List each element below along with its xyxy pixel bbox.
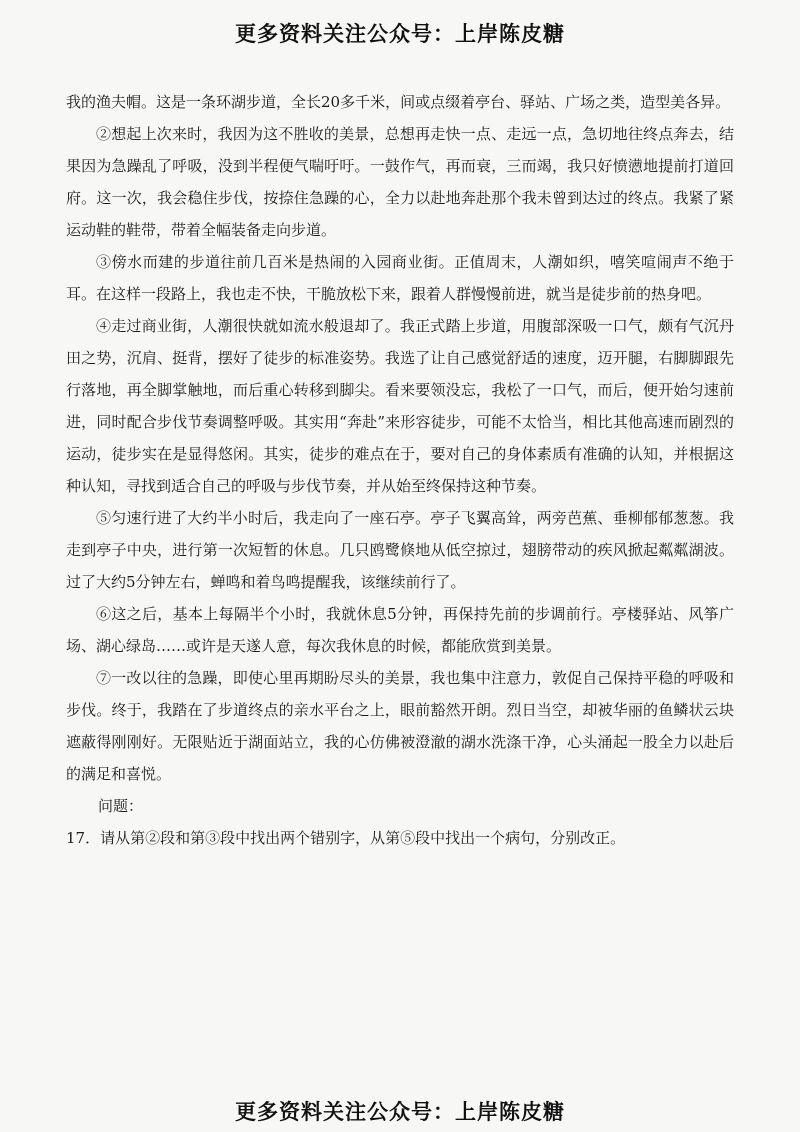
paragraph-2: ②想起上次来时，我因为这不胜收的美景，总想再走快一点、走远一点，急切地往终点奔去，结果因为急躁乱了呼吸，没到半程便气喘吁吁。一鼓作气，再而衰，三而竭，我只好愤懑地提前打道回府。这一次，我会稳住步伐，按捺住急躁的心，全力以赴地奔赴那个我未曾到达过的终点。我紧了紧运动鞋的鞋带，带着全幅装备走向步道。 — [66, 125, 734, 239]
page-header-watermark: 更多资料关注公众号：上岸陈皮糖 — [235, 22, 565, 46]
paragraph-7: ⑦一改以往的急躁，即使心里再期盼尽头的美景，我也集中注意力，敦促自己保持平稳的呼吸和步伐。终于，我踏在了步道终点的亲水平台之上，眼前豁然开朗。烈日当空，却被华丽的鱼鳞状云块遮蔽得刚刚好。无限贴近于湖面站立，我的心仿佛被澄澈的湖水洗涤干净，心头涌起一股全力以赴后的满足和喜悦。 — [66, 669, 734, 783]
question-17: 17．请从第②段和第③段中找出两个错别字，从第⑤段中找出一个病句，分别改正。 — [66, 829, 626, 847]
paragraph-1-continued: 我的渔夫帽。这是一条环湖步道，全长20多千米，间或点缀着亭台、驿站、广场之类，造型美各异。 — [66, 93, 731, 111]
article-body — [66, 86, 734, 854]
paragraph-6: ⑥这之后，基本上每隔半个小时，我就休息5分钟，再保持先前的步调前行。亭楼驿站、风筝广场、湖心绿岛……或许是天遂人意，每次我休息的时候，都能欣赏到美景。 — [66, 605, 734, 655]
paragraph-3: ③傍水而建的步道往前几百米是热闹的入园商业街。正值周末，人潮如织，嘻笑喧闹声不绝于耳。在这样一段路上，我也走不快，干脆放松下来，跟着人群慢慢前进，就当是徒步前的热身吧。 — [66, 253, 734, 303]
paragraph-5: ⑤匀速行进了大约半小时后，我走向了一座石亭。亭子飞翼高耸，两旁芭蕉、垂柳郁郁葱葱。我走到亭子中央，进行第一次短暂的休息。几只鸥鹭倏地从低空掠过，翅膀带动的疾风掀起粼粼湖波。过了大约5分钟左右，蝉鸣和着鸟鸣提醒我，该继续前行了。 — [66, 509, 734, 591]
page-footer-watermark: 更多资料关注公众号：上岸陈皮糖 — [235, 1100, 565, 1124]
question-label: 问题： — [98, 797, 144, 815]
paragraph-4: ④走过商业街，人潮很快就如流水般退却了。我正式踏上步道，用腹部深吸一口气，颇有气沉丹田之势，沉肩、挺背，摆好了徒步的标准姿势。我选了让自己感觉舒适的速度，迈开腿，右脚脚跟先行落地，再全脚掌触地，而后重心转移到脚尖。看来要领没忘，我松了一口气，而后，便开始匀速前进，同时配合步伐节奏调整呼吸。其实用“奔赴”来形容徒步，可能不太恰当，相比其他高速而剧烈的运动，徒步实在是显得悠闲。其实，徒步的难点在于，要对自己的身体素质有准确的认知，并根据这种认知，寻找到适合自己的呼吸与步伐节奏，并从始至终保持这种节奏。 — [66, 317, 734, 495]
